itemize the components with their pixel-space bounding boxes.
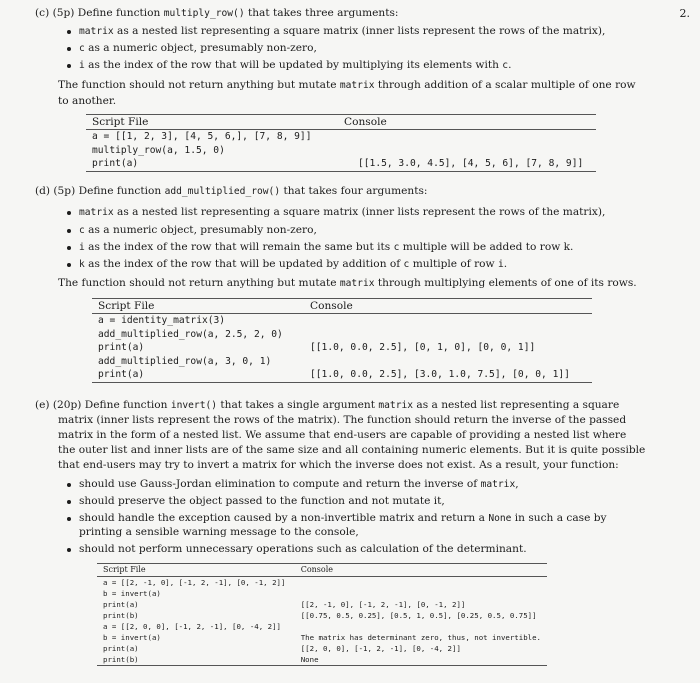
table-row: print(a) [[2, -1, 0], [-1, 2, -1], [0, -1, 2]]	[103, 600, 466, 609]
table-row: multiply_row(a, 1.5, 0)	[92, 144, 225, 156]
table-row: print(a) [[1.0, 0.0, 2.5], [3.0, 1.0, 7.5], [0, 0, 1]]	[92, 368, 592, 382]
part-c-description-1: The function should not return anything but mutate matrix through addition of a scalar multiple of one row	[58, 79, 636, 91]
table-row: print(a) [[1.5, 3.0, 4.5], [4, 5, 6], [7, 8, 9]]	[86, 157, 596, 171]
table-header-console: Console	[310, 300, 353, 312]
part-d-bullet-2: c as a numeric object, presumably non-zero,	[79, 224, 317, 236]
part-d-example-table	[92, 298, 592, 383]
part-c-heading: (c) (5p) Define function multiply_row() that takes three arguments:	[35, 7, 399, 19]
part-d-description: The function should not return anything but mutate matrix through multiplying elements of one of its rows.	[58, 277, 637, 289]
part-e-bullet-1: should use Gauss-Jordan elimination to compute and return the inverse of matrix,	[79, 478, 519, 490]
part-d-heading: (d) (5p) Define function add_multiplied_row() that takes four arguments:	[35, 185, 428, 197]
table-row: b = invert(a) The matrix has determinant zero, thus, not invertible.	[103, 633, 541, 642]
table-row: a = identity_matrix(3)	[98, 315, 226, 326]
table-row: b = invert(a)	[103, 589, 161, 598]
table-row: print(a) [[1.0, 0.0, 2.5], [0, 1, 0], [0, 0, 1]]	[98, 342, 536, 353]
part-d-bullet-4: k as the index of the row that will be updated by addition of c multiple of row i.	[79, 258, 508, 270]
part-c-description-2: to another.	[58, 95, 117, 107]
part-c-example-table	[86, 114, 596, 172]
table-row: print(b) None	[97, 654, 547, 666]
part-d-bullet-1: matrix as a nested list representing a square matrix (inner lists represent the rows of the matrix),	[79, 206, 606, 218]
table-row: add_multiplied_row(a, 2.5, 2, 0)	[98, 328, 283, 340]
part-c-bullet-1: matrix as a nested list representing a square matrix (inner lists represent the rows of the matrix),	[79, 25, 606, 37]
table-row: add_multiplied_row(a, 3, 0, 1)	[98, 355, 272, 367]
page-number: 2.	[679, 7, 690, 20]
part-e-example-table	[97, 563, 547, 666]
part-c-bullet-2: c as a numeric object, presumably non-zero,	[79, 42, 317, 54]
part-d-bullet-3: i as the index of the row that will remain the same but its c multiple will be added to row k.	[79, 241, 574, 253]
table-row: a = [[2, -1, 0], [-1, 2, -1], [0, -1, 2]]	[103, 578, 286, 587]
table-header-script: Script File	[92, 116, 149, 128]
part-e-bullet-3: should handle the exception caused by a non-invertible matrix and return a None in such a case by	[79, 512, 607, 524]
table-row: a = [[1, 2, 3], [4, 5, 6,], [7, 8, 9]]	[92, 131, 312, 142]
part-e-text-5: that end-users may try to invert a matrix for which the inverse does not exist. As a result, your function:	[58, 459, 619, 471]
part-e-text-4: the outer list and inner lists are of the same size and all containing numeric elements. But it is quite possible	[58, 444, 646, 456]
table-header-console: Console	[344, 116, 387, 128]
table-header-script: Script File	[98, 300, 155, 312]
table-row: print(b) [[0.75, 0.5, 0.25], [0.5, 1, 0.5], [0.25, 0.5, 0.75]]	[103, 611, 537, 620]
part-e-bullet-4: should not perform unnecessary operations such as calculation of the determinant.	[79, 543, 527, 555]
part-e-heading: (e) (20p) Define function invert() that takes a single argument matrix as a nested list representing a square	[35, 399, 620, 411]
part-e-text-3: matrix in the form of a nested list. We assume that end-users are capable of providing a nested list where	[58, 429, 627, 441]
part-e-bullet-2: should preserve the object passed to the function and not mutate it,	[79, 495, 445, 507]
part-e-bullet-3-continued: printing a sensible warning message to the console,	[79, 526, 359, 538]
table-header-script: Script File	[103, 565, 146, 574]
table-header-console: Console	[300, 565, 334, 574]
table-row: print(a) [[2, 0, 0], [-1, 2, -1], [0, -4, 2]]	[103, 644, 461, 653]
table-row: a = [[2, 0, 0], [-1, 2, -1], [0, -4, 2]]	[103, 622, 281, 631]
part-c-bullet-3: i as the index of the row that will be updated by multiplying its elements with c.	[79, 59, 512, 71]
part-e-text-2: matrix (inner lists represent the rows of the matrix). The function should return the inverse of the passed	[58, 414, 627, 426]
